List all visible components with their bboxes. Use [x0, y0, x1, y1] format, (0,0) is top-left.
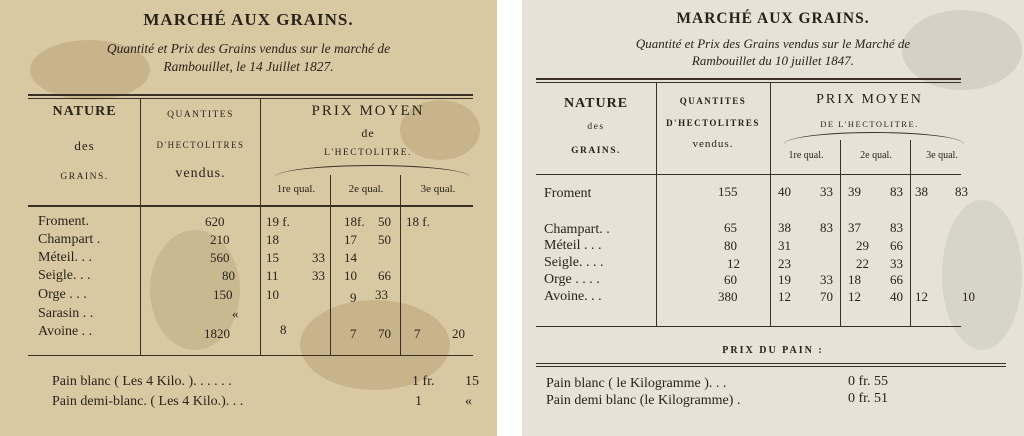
row-qual2: 9 — [350, 290, 357, 305]
row-qual1: 23 — [778, 256, 791, 271]
row-quantity: 1820 — [204, 326, 230, 341]
row-qual2-cents: 70 — [378, 326, 391, 341]
row-quantity: 65 — [724, 220, 737, 235]
column-divider — [910, 140, 911, 327]
row-grain: Seigle. . . . — [544, 255, 604, 270]
row-qual1-cents: 33 — [820, 184, 833, 199]
row-grain: Champart . — [38, 232, 101, 247]
row-qual2-cents: 33 — [890, 256, 903, 271]
row-qual1: 18 — [266, 232, 279, 247]
row-qual3: 12 — [915, 289, 928, 304]
pain-blanc-francs: 1 fr. — [412, 374, 435, 389]
pain-demi-blanc-centimes: « — [465, 394, 472, 409]
row-quantity: 155 — [718, 184, 738, 199]
column-divider — [400, 175, 401, 356]
row-qual2: 10 — [344, 268, 357, 283]
table-bottom-rule — [28, 355, 473, 356]
row-quantity: 12 — [727, 256, 740, 271]
pain-blanc-label: Pain blanc ( Les 4 Kilo. ). . . . . . — [52, 374, 232, 389]
header-hectolitres: D'HECTOLITRES — [666, 118, 760, 128]
row-quantity: « — [232, 306, 239, 321]
header-vendus: vendus. — [692, 138, 734, 150]
row-qual2-cents: 40 — [890, 289, 903, 304]
row-grain: Champart. . — [544, 222, 610, 237]
paper-stain — [942, 200, 1022, 350]
row-qual1: 11 — [266, 268, 279, 283]
header-vendus: vendus. — [175, 166, 226, 181]
document-subtitle-line1: Quantité et Prix des Grains vendus sur le marché de — [106, 41, 391, 56]
table-bottom-rule — [536, 326, 961, 327]
header-brace — [275, 165, 470, 177]
row-qual1-cents: 83 — [820, 220, 833, 235]
row-qual2-cents: 33 — [375, 287, 388, 302]
pain-blanc-price: 0 fr. 55 — [848, 374, 889, 389]
row-qual2: 39 — [848, 184, 861, 199]
header-prix-moyen: PRIX MOYEN — [311, 103, 425, 119]
row-qual3: 7 — [414, 326, 421, 341]
row-qual1-cents: 33 — [820, 272, 833, 287]
header-nature: NATURE — [52, 104, 117, 119]
pain-demi-blanc-francs: 1 — [415, 394, 422, 409]
document-subtitle-line2: Rambouillet, le 14 Juillet 1827. — [163, 59, 334, 74]
table-top-rule — [28, 94, 473, 96]
table-top-rule — [536, 78, 961, 80]
row-grain: Froment. — [38, 214, 89, 229]
row-qual2: 29 — [856, 238, 869, 253]
header-qual1: 1re qual. — [276, 183, 316, 195]
header-qual2: 2e qual. — [860, 150, 892, 161]
row-qual2-cents: 66 — [378, 268, 391, 283]
header-prix-moyen: PRIX MOYEN — [816, 92, 923, 107]
header-hectolitre: L'HECTOLITRE. — [324, 148, 412, 158]
header-nature: NATURE — [563, 96, 629, 111]
header-quantites: QUANTITES — [167, 110, 234, 120]
row-qual3-cents: 20 — [452, 326, 465, 341]
row-grain: Avoine . . — [38, 324, 93, 339]
row-qual2: 14 — [344, 250, 357, 265]
row-qual2: 37 — [848, 220, 861, 235]
row-quantity: 210 — [210, 232, 230, 247]
header-des: des — [587, 122, 605, 132]
pain-demi-blanc-label: Pain demi-blanc. ( Les 4 Kilo.). . . — [52, 394, 244, 409]
row-qual1: 31 — [778, 238, 791, 253]
row-quantity: 560 — [210, 250, 230, 265]
row-qual1: 38 — [778, 220, 791, 235]
column-divider — [840, 140, 841, 327]
row-qual2: 7 — [350, 326, 357, 341]
row-quantity: 620 — [205, 214, 225, 229]
section-rule — [536, 363, 1006, 367]
row-qual2: 22 — [856, 256, 869, 271]
header-bottom-rule — [536, 174, 961, 175]
header-bottom-rule — [28, 205, 473, 207]
pain-demi-blanc-price: 0 fr. 51 — [848, 391, 889, 406]
row-qual2: 17 — [344, 232, 357, 247]
document-subtitle-line2: Rambouillet du 10 juillet 1847. — [691, 53, 855, 68]
prix-du-pain-heading: PRIX DU PAIN : — [722, 345, 824, 356]
document-1827 — [0, 0, 497, 436]
row-qual1: 40 — [778, 184, 791, 199]
row-quantity: 60 — [724, 272, 737, 287]
row-qual3-cents: 10 — [962, 289, 975, 304]
row-qual1-cents: 70 — [820, 289, 833, 304]
header-grains: GRAINS. — [571, 146, 621, 156]
row-qual2-cents: 83 — [890, 184, 903, 199]
document-title: MARCHÉ AUX GRAINS. — [143, 10, 354, 29]
row-qual2: 18 — [848, 272, 861, 287]
row-qual1: 12 — [778, 289, 791, 304]
column-divider — [656, 82, 657, 327]
row-qual2: 18f. — [344, 214, 365, 229]
row-grain: Orge . . . — [38, 287, 87, 302]
column-divider — [260, 98, 261, 356]
row-qual2-cents: 50 — [378, 214, 391, 229]
header-quantites: QUANTITES — [679, 96, 747, 106]
row-grain: Méteil. . . — [38, 250, 93, 265]
row-qual2-cents: 50 — [378, 232, 391, 247]
row-qual3: 18 f. — [406, 214, 430, 229]
row-qual1: 19 — [778, 272, 791, 287]
row-grain: Orge . . . . — [544, 272, 600, 287]
pain-blanc-label: Pain blanc ( le Kilogramme ). . . — [546, 376, 727, 391]
document-subtitle-line1: Quantité et Prix des Grains vendus sur le Marché de — [635, 36, 911, 51]
header-hectolitres: D'HECTOLITRES — [156, 140, 245, 150]
row-qual1: 10 — [266, 287, 279, 302]
pain-blanc-centimes: 15 — [465, 374, 479, 389]
row-qual2: 12 — [848, 289, 861, 304]
row-quantity: 80 — [724, 238, 737, 253]
header-de-hectolitre: DE L'HECTOLITRE. — [820, 119, 919, 129]
header-qual2: 2e qual. — [348, 183, 384, 195]
row-qual1: 19 f. — [266, 214, 290, 229]
header-de: de — [361, 126, 375, 140]
header-qual1: 1re qual. — [788, 150, 824, 161]
table-top-rule-thin — [28, 98, 473, 99]
row-qual1-cents: 33 — [312, 250, 325, 265]
row-quantity: 380 — [718, 289, 738, 304]
document-title: MARCHÉ AUX GRAINS. — [676, 10, 870, 27]
row-qual1-cents: 33 — [312, 268, 325, 283]
column-divider — [140, 98, 141, 356]
row-qual2-cents: 83 — [890, 220, 903, 235]
row-grain: Froment — [544, 186, 592, 201]
header-qual3: 3e qual. — [420, 183, 456, 195]
header-qual3: 3e qual. — [926, 150, 958, 161]
row-qual1: 15 — [266, 250, 279, 265]
table-top-rule-thin — [536, 82, 961, 83]
row-quantity: 150 — [213, 287, 233, 302]
document-1847 — [522, 0, 1024, 436]
row-qual1: 8 — [280, 322, 287, 337]
row-quantity: 80 — [222, 268, 235, 283]
header-des: des — [74, 138, 95, 153]
row-grain: Avoine. . . — [544, 289, 602, 304]
column-divider — [330, 175, 331, 356]
row-qual3-cents: 83 — [955, 184, 968, 199]
header-grains: GRAINS. — [60, 172, 109, 182]
header-brace — [784, 132, 964, 144]
row-grain: Seigle. . . — [38, 268, 91, 283]
row-qual2-cents: 66 — [890, 238, 903, 253]
pain-demi-blanc-label: Pain demi blanc (le Kilogramme) . — [546, 393, 741, 408]
column-divider — [770, 82, 771, 327]
row-grain: Méteil . . . — [544, 238, 602, 253]
row-qual3: 38 — [915, 184, 928, 199]
row-qual2-cents: 66 — [890, 272, 903, 287]
row-grain: Sarasin . . — [38, 306, 94, 321]
